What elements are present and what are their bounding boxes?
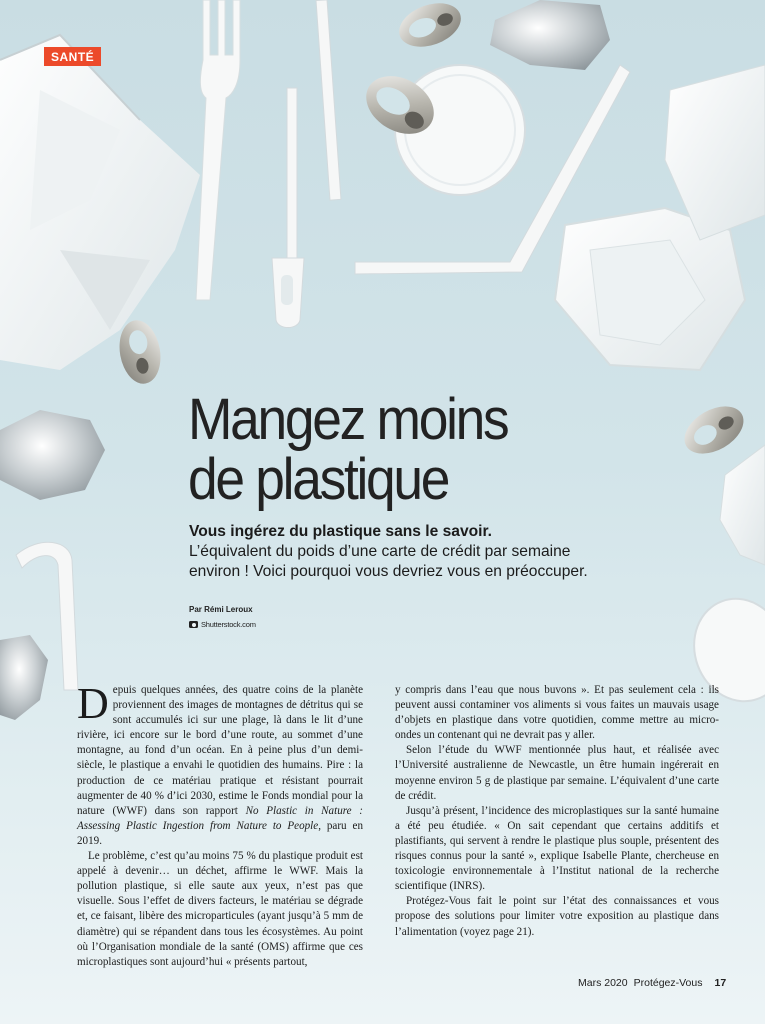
- section-tag: SANTÉ: [44, 47, 101, 66]
- page-footer: [578, 977, 726, 989]
- photo-credit: [189, 620, 256, 629]
- headline-line-1: Mangez moins: [188, 387, 508, 452]
- plastic-containers: [555, 65, 765, 714]
- headline-line-2: de plastique: [188, 447, 449, 512]
- lede-text: L’équivalent du poids d’une carte de crédit par semaine environ ! Voici pourquoi vous devriez vous en préoccuper.: [189, 543, 588, 580]
- footer-issue: Mars 2020: [578, 977, 628, 989]
- body-paragraph: Depuis quelques années, des quatre coins de la planète proviennent des images de montagnes de détritus qui se sont accumulés ici sur une plage, là dans le lit d’une rivière, ici encore sur le bord d’une route, au sommet d’une montagne, au fond d’un océan. En à peine plus d’un demi-siècle, le plastique a envahi le quotidien des humains. Pire : la production de ce matériau pratique et résistant pourrait augmenter de 40 % d’ici 2030, estime le Fonds mondial pour la nature (WWF) dans son rapport No Plastic in Nature : Assessing Plastic Ingestion from Nature to People, paru en 2019.: [77, 679, 363, 847]
- body-paragraph: Le problème, c’est qu’au moins 75 % du plastique produit est appelé à devenir… un déchet, affirme le WWF. Mais la pollution plastique, si elle saute aux yeux, n’est pas que visuelle. Sous l’effet de divers facteurs, le matériau se dégrade et, ce faisant, libère des microparticules (ayant jusqu’à 5 mm de diamètre) qui se répandent dans tous les écosystèmes. Au point où l’Organisation mondiale de la santé (OMS) affirme que ces microplastiques sont aujourd’hui « présents partout,: [77, 850, 363, 968]
- body-paragraph: Jusqu’à présent, l’incidence des microplastiques sur la santé humaine a été peu étudiée. « On sait cependant que certains additifs et plastifiants, qui servent à rendre le plastique plus souple, présentent des risques connus pour la santé », explique Isabelle Plante, chercheuse en toxicologie environnementale à l’Institut national de la recherche scientifique (INRS).: [395, 804, 719, 893]
- lede-bold: Vous ingérez du plastique sans le savoir.: [189, 523, 493, 540]
- crumpled-cup-left: [0, 35, 200, 370]
- camera-icon: [189, 621, 198, 628]
- photo-credit-text: Shutterstock.com: [201, 620, 256, 629]
- body-paragraph: y compris dans l’eau que nous buvons ». Et pas seulement cela : ils peuvent aussi contaminer vos aliments si vous faites un mauvais usage d’objets en plastique dans votre quotidien, comme mettre au micro-ondes un contenant qui ne devrait pas y aller.: [395, 684, 719, 742]
- body-column-2: [395, 683, 719, 940]
- plastic-fork: [196, 0, 240, 300]
- article-headline: [188, 387, 508, 512]
- body-column-1: [77, 679, 363, 970]
- body-paragraph: Selon l’étude du WWF mentionnée plus haut, et réalisée avec l’Université australienne de Newcastle, un être humain ingérerait en moyenne environ 5 g de plastique par semaine. L’équivalent d’une carte de crédit.: [395, 744, 719, 802]
- footer-magazine: Protégez-Vous: [633, 977, 703, 989]
- body-paragraph: Protégez-Vous fait le point sur l’état des connaissances et vous propose des solutions pour limiter votre exposition au plastique dans l’alimentation (voyez page 21).: [395, 895, 719, 938]
- page-number: 17: [714, 977, 727, 989]
- article-lede: [189, 522, 589, 582]
- byline: Par Rémi Leroux: [189, 605, 253, 614]
- drop-cap: D: [77, 679, 109, 728]
